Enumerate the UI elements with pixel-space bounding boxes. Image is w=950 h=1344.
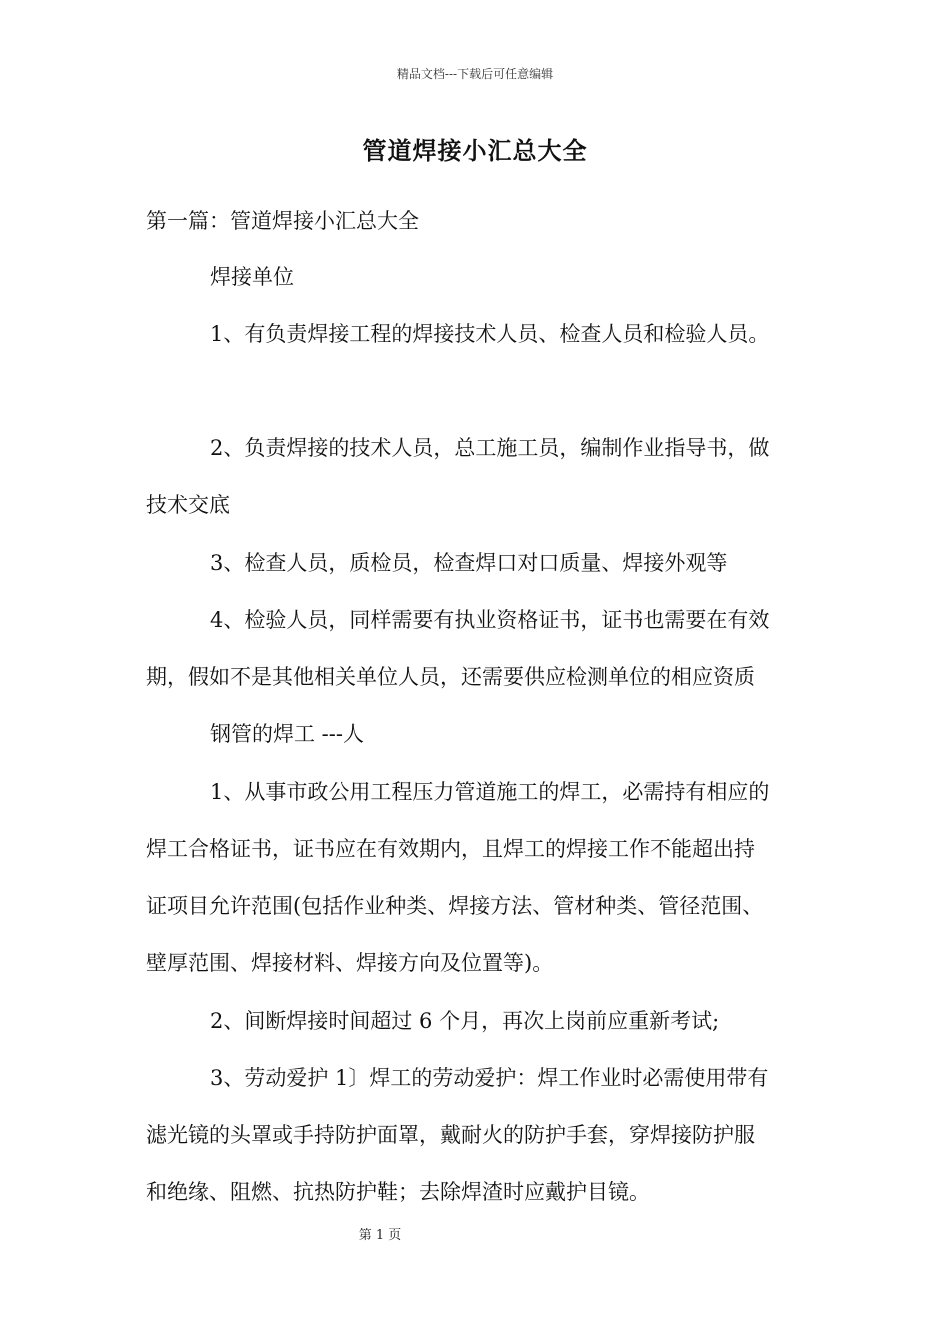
- document-title: 管道焊接小汇总大全: [362, 136, 588, 165]
- paragraph-line: 1、有负责焊接工程的焊接技术人员、检查人员和检验人员。: [210, 322, 770, 346]
- paragraph-line: 证项目允许范围(包括作业种类、焊接方法、管材种类、管径范围、: [146, 894, 764, 918]
- paragraph-line: 壁厚范围、焊接材料、焊接方向及位置等)。: [146, 951, 554, 975]
- paragraph-line: 3、劳动爱护 1〕焊工的劳动爱护：焊工作业时必需使用带有: [210, 1066, 769, 1090]
- paragraph-line: 2、间断焊接时间超过 6 个月，再次上岗前应重新考试;: [210, 1009, 720, 1033]
- section-heading: 第一篇：管道焊接小汇总大全: [146, 209, 419, 233]
- paragraph-line: 焊工合格证书，证书应在有效期内，且焊工的焊接工作不能超出持: [146, 837, 755, 861]
- paragraph-line: 1、从事市政公用工程压力管道施工的焊工，必需持有相应的: [210, 780, 770, 804]
- page-number: 第 1 页: [358, 1228, 402, 1243]
- paragraph-line: 钢管的焊工 ---人: [210, 722, 364, 746]
- paragraph-line: 2、负责焊接的技术人员，总工施工员，编制作业指导书，做: [210, 436, 770, 460]
- paragraph-line: 滤光镜的头罩或手持防护面罩，戴耐火的防护手套，穿焊接防护服: [146, 1123, 755, 1147]
- paragraph-line: 和绝缘、阻燃、抗热防护鞋；去除焊渣时应戴护目镜。: [146, 1180, 650, 1204]
- page-header: 精品文档---下载后可任意编辑: [396, 67, 554, 81]
- paragraph-line: 期，假如不是其他相关单位人员，还需要供应检测单位的相应资质: [146, 665, 755, 689]
- paragraph-line: 技术交底: [146, 493, 230, 517]
- paragraph-line: 3、检查人员，质检员，检查焊口对口质量、焊接外观等: [210, 551, 728, 575]
- paragraph-line: 焊接单位: [210, 265, 294, 289]
- paragraph-line: 4、检验人员，同样需要有执业资格证书，证书也需要在有效: [210, 608, 770, 632]
